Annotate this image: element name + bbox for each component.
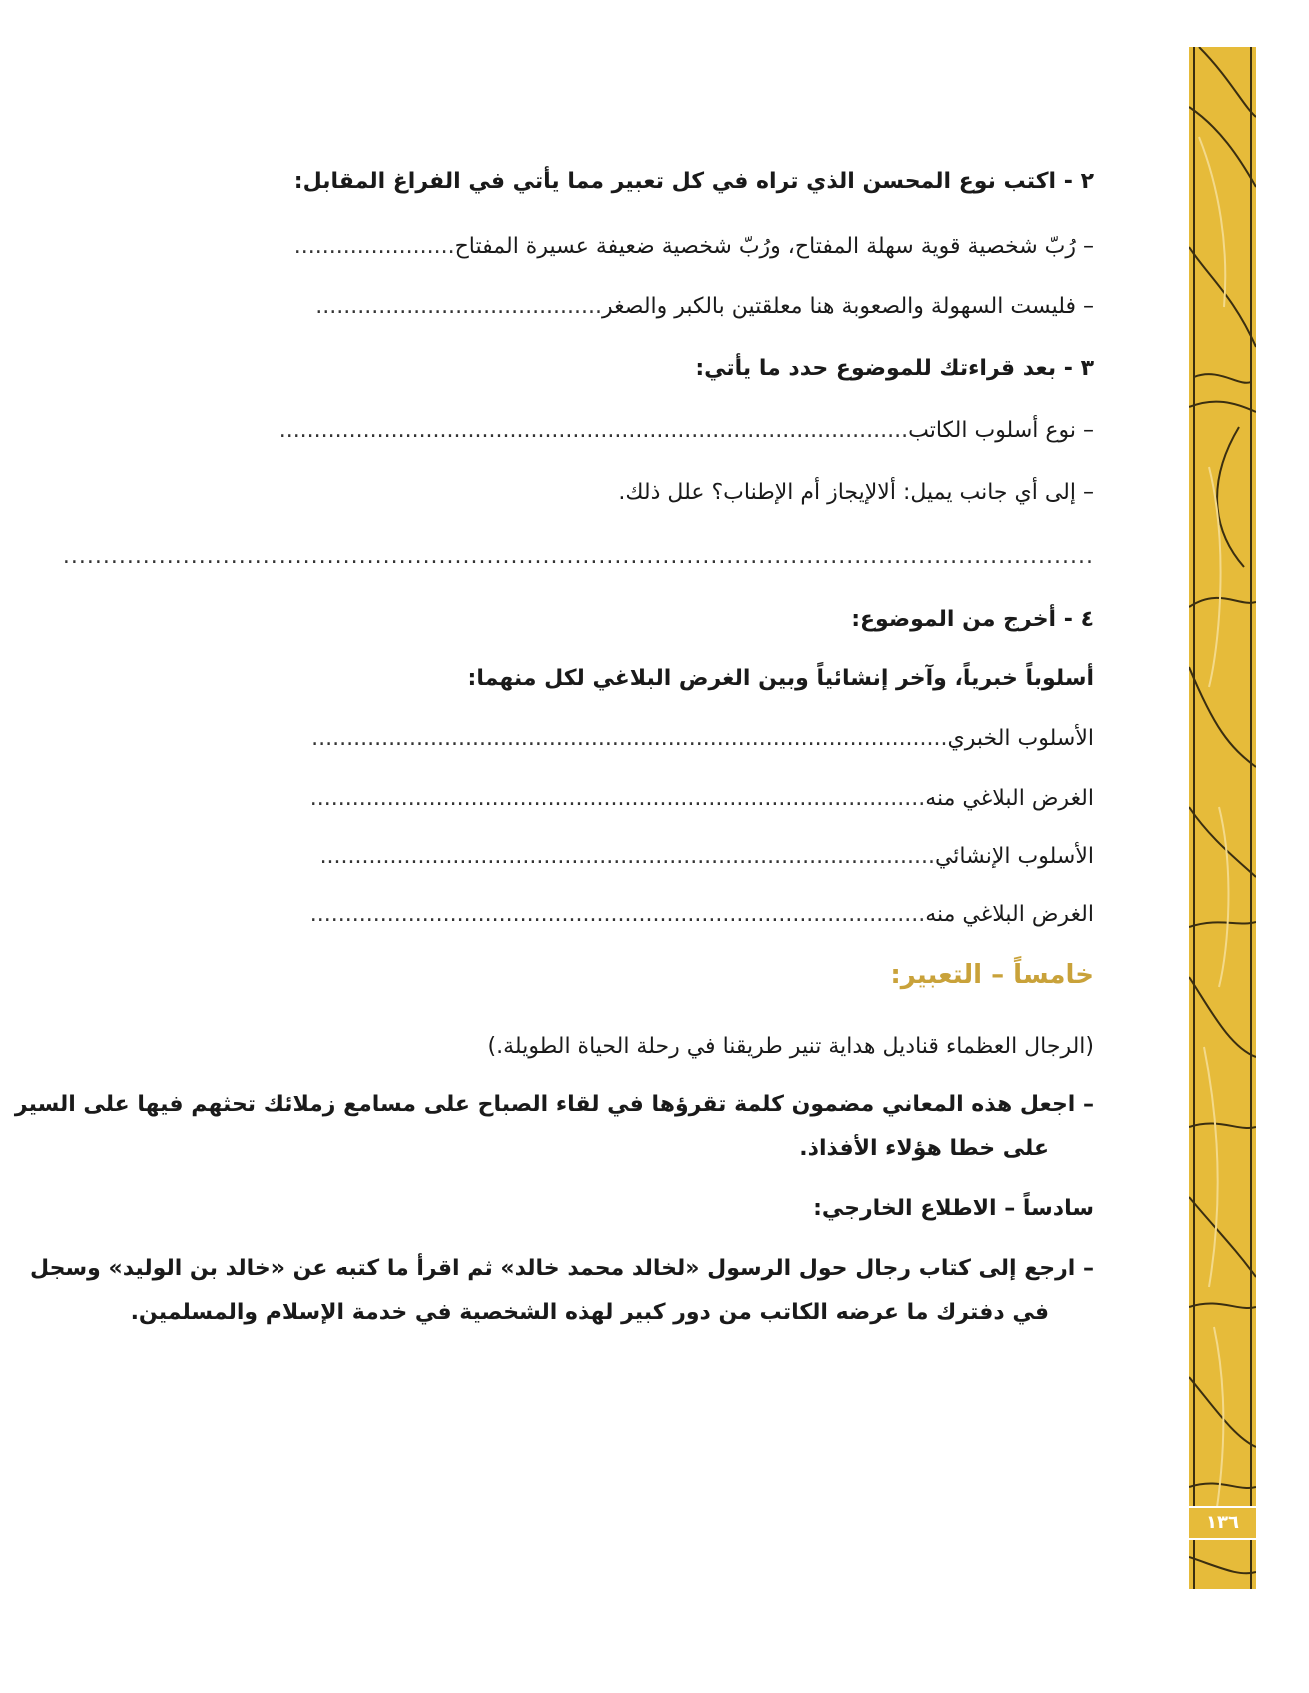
q3-item-1-text: – نوع أسلوب الكاتب — [908, 418, 1094, 443]
answer-blank[interactable]: ........................................................................................... — [311, 726, 948, 751]
q4-item-3-text: الأسلوب الإنشائي — [934, 844, 1094, 869]
q3-answer-line — [62, 540, 1094, 574]
section6-heading: سادساً – الاطلاع الخارجي: — [813, 1196, 1094, 1221]
section5-heading: خامساً – التعبير: — [890, 960, 1094, 990]
q4-item-1 — [144, 722, 1094, 756]
q4-item-1-text: الأسلوب الخبري — [947, 726, 1094, 751]
q2-item-2-text: – فليست السهولة والصعوبة هنا معلقتين بالكبر والصغر — [602, 294, 1094, 319]
q2-item-2 — [144, 290, 1094, 324]
answer-blank[interactable]: ........................................................................................ — [309, 786, 926, 811]
q3-item-2: – إلى أي جانب يميل: ألالإيجاز أم الإطناب؟ علل ذلك. — [618, 480, 1094, 505]
answer-blank[interactable]: ....................... — [293, 234, 455, 259]
q4-item-4 — [144, 898, 1094, 932]
q2-item-1-text: – رُبّ شخصية قوية سهلة المفتاح، ورُبّ شخصية ضعيفة عسيرة المفتاح — [454, 234, 1094, 259]
q4-item-3 — [144, 840, 1094, 874]
page-number: ١٣٦ — [1189, 1506, 1256, 1540]
q2-title: ٢ - اكتب نوع المحسن الذي تراه في كل تعبير مما يأتي في الفراغ المقابل: — [293, 169, 1094, 194]
answer-blank[interactable]: ................................................................................................................................. — [62, 544, 1094, 569]
strip-pattern-graphic — [1189, 47, 1256, 1589]
answer-blank[interactable]: ........................................................................................ — [309, 902, 926, 927]
answer-blank[interactable]: ......................................... — [315, 294, 603, 319]
q4-item-2-text: الغرض البلاغي منه — [925, 786, 1094, 811]
decorative-strip — [1189, 47, 1256, 1589]
section5-task-line-1: – اجعل هذه المعاني مضمون كلمة تقرؤها في لقاء الصباح على مسامع زملائك تحثهم فيها على السير — [14, 1092, 1094, 1117]
q4-title: ٤ - أخرج من الموضوع: — [851, 607, 1094, 632]
q4-item-4-text: الغرض البلاغي منه — [925, 902, 1094, 927]
section6-task-line-1: – ارجع إلى كتاب رجال حول الرسول «لخالد محمد خالد» ثم اقرأ ما كتبه عن «خالد بن الوليد» وسجل — [30, 1256, 1094, 1281]
section5-quote: (الرجال العظماء قناديل هداية تنير طريقنا في رحلة الحياة الطويلة.) — [487, 1034, 1094, 1059]
q2-item-1 — [144, 230, 1094, 264]
q4-subtitle: أسلوباً خبرياً، وآخر إنشائياً وبين الغرض البلاغي لكل منهما: — [467, 666, 1094, 691]
q4-item-2 — [144, 782, 1094, 816]
answer-blank[interactable]: .......................................................................................... — [278, 418, 909, 443]
answer-blank[interactable]: ........................................................................................ — [319, 844, 935, 869]
section6-task-line-2: في دفترك ما عرضه الكاتب من دور كبير لهذه الشخصية في خدمة الإسلام والمسلمين. — [130, 1300, 1049, 1325]
section5-task-line-2: على خطا هؤلاء الأفذاذ. — [799, 1136, 1049, 1161]
q3-title: ٣ - بعد قراءتك للموضوع حدد ما يأتي: — [695, 356, 1094, 381]
q3-item-1 — [144, 414, 1094, 448]
